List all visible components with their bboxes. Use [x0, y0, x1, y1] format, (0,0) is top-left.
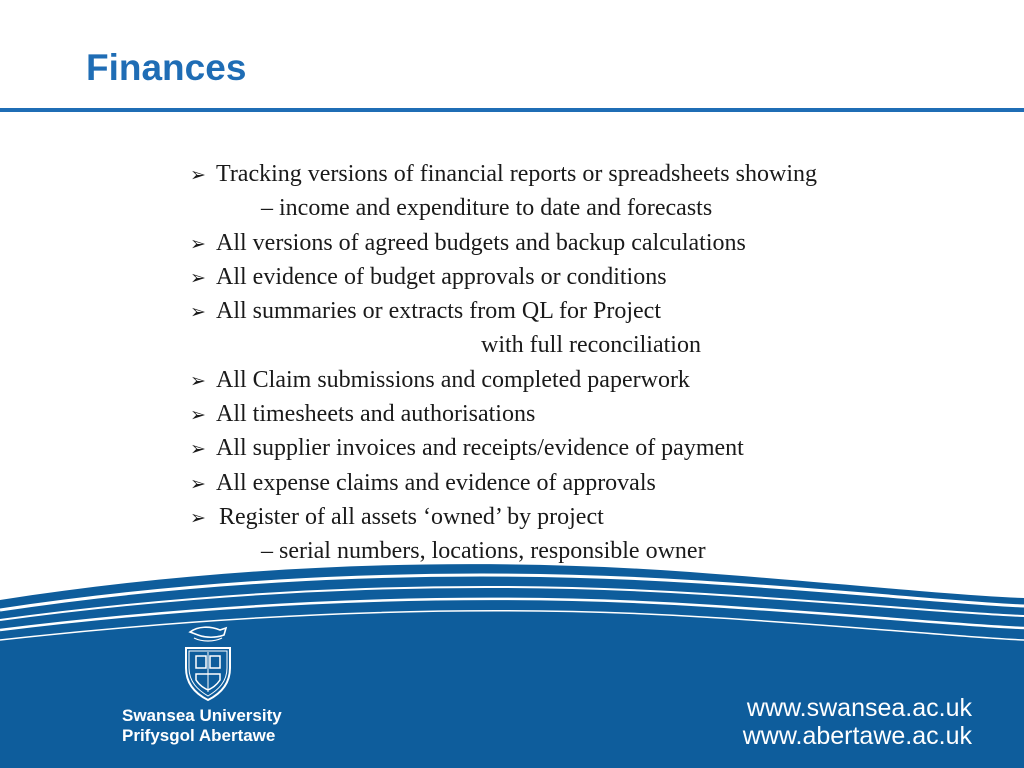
arrow-bullet-icon: ➢: [190, 369, 206, 392]
slide-title: Finances: [86, 47, 247, 88]
bullet-text: All versions of agreed budgets and backup calculations: [216, 229, 746, 256]
bullet-text: All summaries or extracts from QL for Project: [216, 298, 661, 325]
bullet-item: [190, 466, 817, 500]
arrow-bullet-icon: ➢: [190, 404, 206, 427]
bullet-text: All evidence of budget approvals or conditions: [216, 263, 667, 290]
bullet-item: [190, 397, 817, 431]
bullet-list: [190, 157, 817, 569]
bullet-item: [190, 363, 817, 397]
bullet-text: All Claim submissions and completed paperwork: [216, 366, 690, 393]
bullet-text: – serial numbers, locations, responsible owner: [261, 538, 706, 565]
university-crest-icon: [176, 626, 240, 704]
bullet-text: Tracking versions of financial reports or spreadsheets showing: [216, 161, 817, 187]
arrow-bullet-icon: ➢: [190, 266, 206, 289]
bullet-text: All expense claims and evidence of approvals: [216, 469, 656, 496]
bullet-text: Register of all assets ‘owned’ by project: [219, 503, 604, 530]
arrow-bullet-icon: ➢: [190, 438, 206, 461]
university-name-english: Swansea University: [122, 706, 282, 725]
bullet-item: [190, 260, 817, 294]
bullet-item: [190, 226, 817, 260]
bullet-item: [190, 500, 817, 534]
bullet-text: – income and expenditure to date and forecasts: [261, 195, 713, 222]
website-url-english[interactable]: www.swansea.ac.uk: [746, 694, 972, 722]
university-name-welsh: Prifysgol Abertawe: [122, 726, 276, 745]
bullet-continuation: [190, 328, 817, 362]
title-divider: [0, 108, 1024, 112]
bullet-text: All supplier invoices and receipts/evidence of payment: [216, 435, 744, 462]
arrow-bullet-icon: ➢: [190, 506, 206, 529]
arrow-bullet-icon: ➢: [190, 164, 206, 186]
bullet-item: [190, 294, 817, 328]
bullet-continuation: [190, 191, 817, 225]
bullet-text: All timesheets and authorisations: [216, 401, 536, 428]
website-url-welsh[interactable]: www.abertawe.ac.uk: [742, 722, 972, 750]
arrow-bullet-icon: ➢: [190, 472, 206, 495]
arrow-bullet-icon: ➢: [190, 232, 206, 255]
bullet-text: with full reconciliation: [481, 332, 701, 359]
bullet-item: [190, 431, 817, 465]
bullet-item: [190, 157, 817, 191]
arrow-bullet-icon: ➢: [190, 301, 206, 324]
university-name: [122, 706, 282, 746]
footer-urls: [743, 694, 972, 750]
